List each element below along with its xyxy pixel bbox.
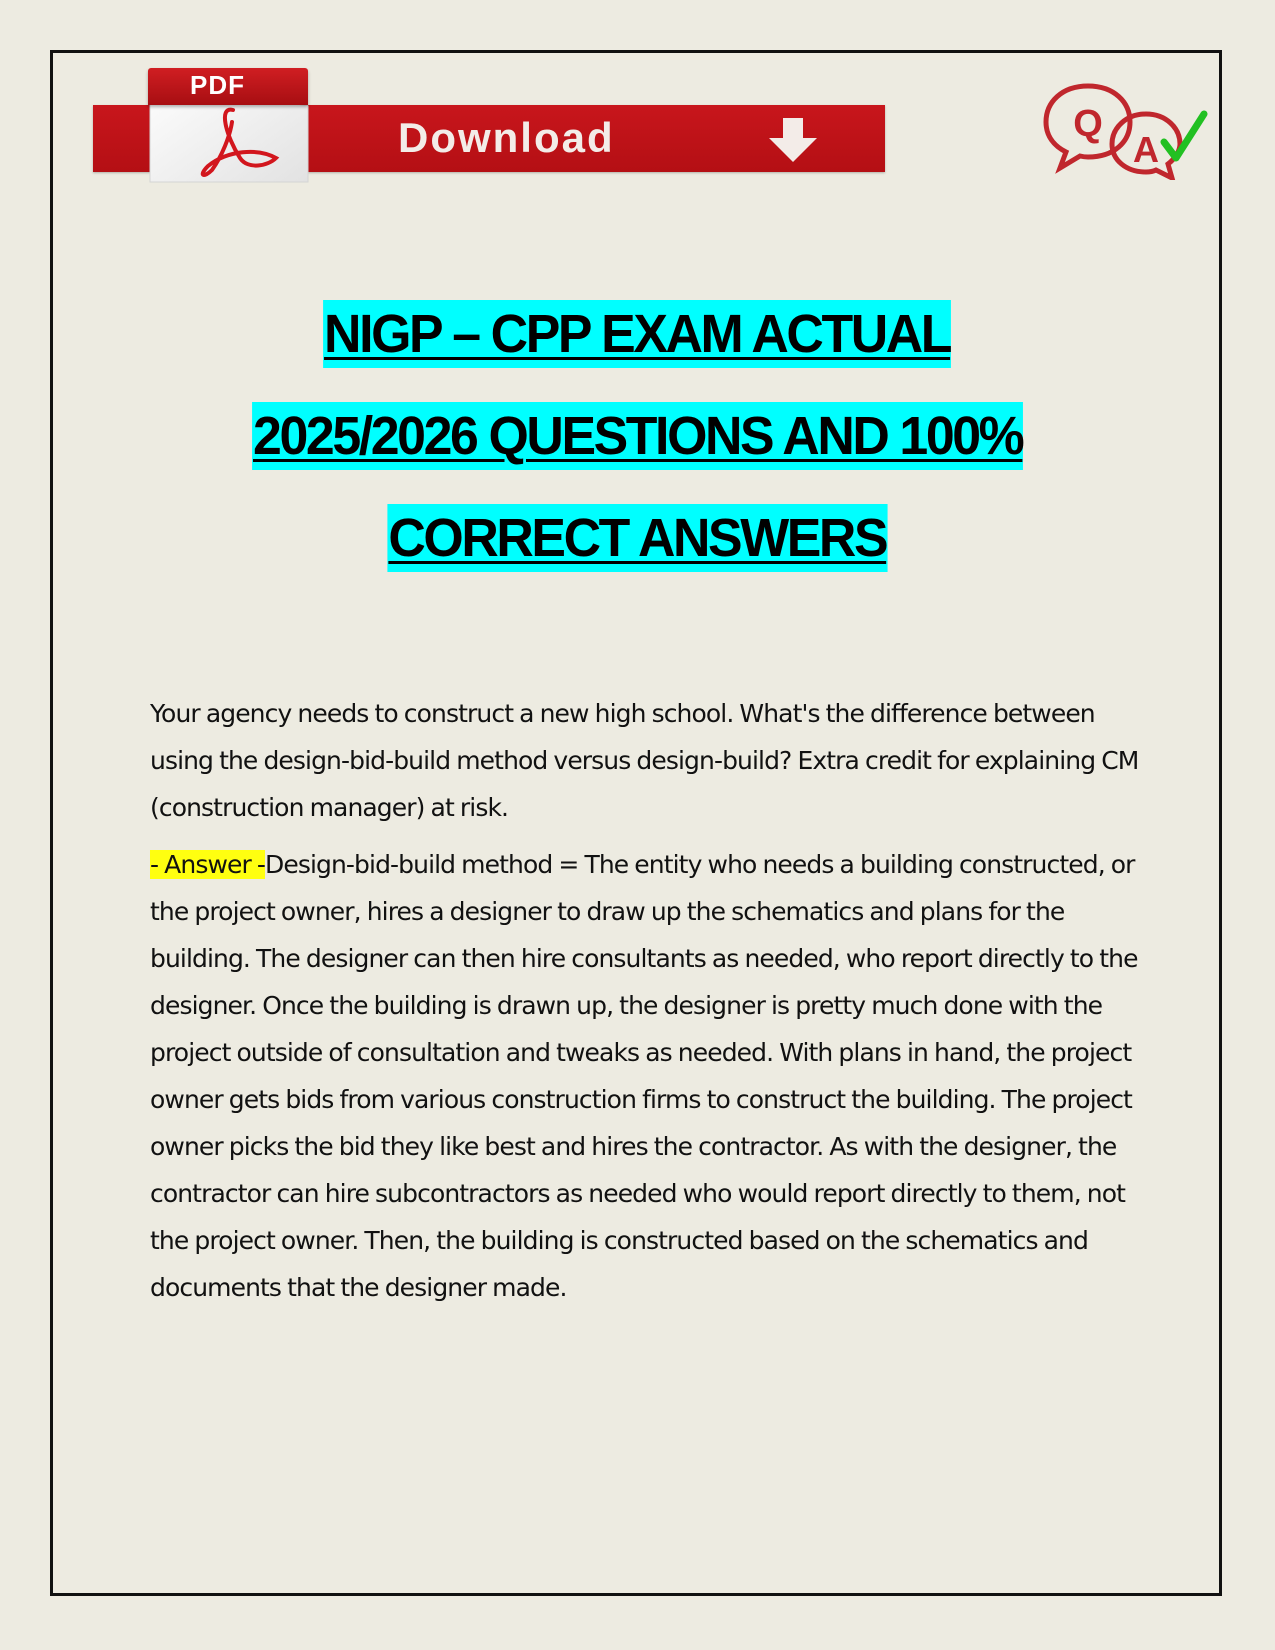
answer-paragraph (150, 841, 1140, 1311)
title-line-3: CORRECT ANSWERS (388, 504, 888, 572)
document-title (0, 300, 1275, 606)
qa-logo-q: Q (1073, 103, 1103, 145)
qa-content (150, 690, 1140, 1311)
download-label[interactable]: Download (398, 114, 615, 161)
pdf-tab-label: PDF (190, 70, 245, 100)
qa-logo-icon (1038, 80, 1208, 180)
download-arrow-icon (763, 116, 823, 166)
answer-label: - Answer - (150, 850, 266, 879)
pdf-label-tab (148, 68, 308, 105)
title-line-1: NIGP – CPP EXAM ACTUAL (324, 300, 952, 368)
question-text: Your agency needs to construct a new high school. What's the difference between using the design-bid-build method versus design-build? Extra credit for explaining CM (construction manager) at risk. (150, 699, 1139, 822)
pdf-download-banner[interactable] (93, 60, 888, 185)
title-line-2: 2025/2026 QUESTIONS AND 100% (252, 402, 1023, 470)
answer-text: Design-bid-build method = The entity who needs a building constructed, or the project owner, hires a designer to draw up the schematics and plans for the building. The designer can then hire consultants as needed, who report directly to the designer. Once the building is drawn up, the designer is pretty much done with the project outside of consultation and tweaks as needed. With plans in hand, the project owner gets bids from various construction firms to construct the building. The project owner picks the bid they like best and hires the contractor. As with the designer, the contractor can hire subcontractors as needed who would report directly to them, not the project owner. Then, the building is constructed based on the schematics and documents that the designer made. (150, 850, 1138, 1302)
pdf-file-icon (148, 66, 310, 184)
qa-logo-a: A (1133, 129, 1159, 170)
